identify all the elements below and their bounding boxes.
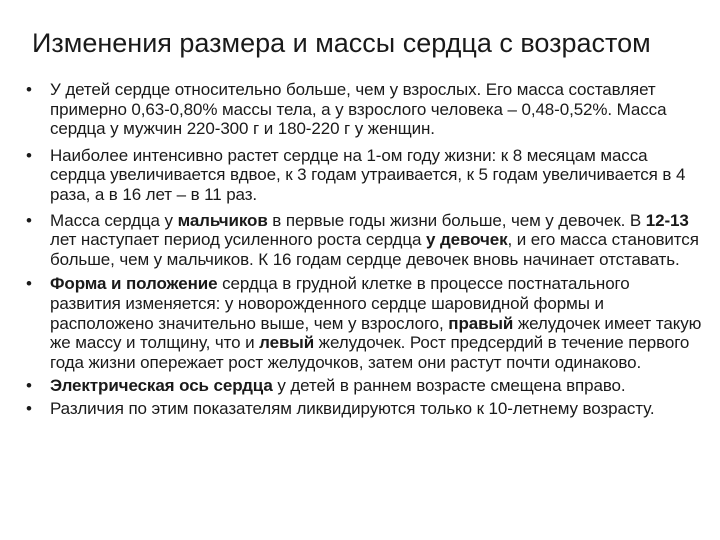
bullet-text: У детей сердце относительно больше, чем у взрослых. Его масса составляет примерно 0,63-0,80% массы тела, а у взрослого человека – 0,48-0,52%. Масса сердца у мужчин 220-300 г и 180-220 г у женщин.: [50, 80, 667, 139]
bullet-marker: •: [26, 398, 32, 418]
bullet-marker: •: [26, 210, 32, 230]
bullet-bold-text: правый: [448, 313, 514, 333]
bullet-bold-text: Электрическая ось сердца: [50, 376, 273, 396]
bullet-text: Масса сердца у: [50, 210, 178, 230]
bullet-text: сердца в грудной клетке в процессе постнатального развития изменяется: у новорожденного сердце шаровидной формы и расположено значительно выше, чем у взрослого,: [50, 274, 630, 333]
bullet-item: [20, 376, 704, 396]
bullet-marker: •: [26, 274, 32, 294]
bullet-bold-text: 12-13: [645, 210, 689, 230]
bullet-item: [20, 146, 704, 205]
bullet-item: [20, 211, 704, 270]
bullet-bold-text: у девочек: [425, 230, 508, 250]
bullet-marker: •: [26, 376, 32, 396]
bullet-text: в первые годы жизни больше, чем у девочек. В: [267, 210, 646, 230]
bullet-text: лет наступает период усиленного роста сердца: [50, 230, 426, 250]
bullet-text: Различия по этим показателям ликвидируются только к 10-летнему возрасту.: [50, 398, 655, 418]
bullet-text: желудочек имеет такую же массу и толщину, что и: [50, 313, 702, 353]
bullet-list: [20, 80, 704, 419]
bullet-text: Наиболее интенсивно растет сердце на 1-ом году жизни: к 8 месяцам масса сердца увеличивается вдвое, к 3 годам утраивается, к 5 годам увеличивается в 4 раза, а в 16 лет – в 11 раз.: [50, 145, 686, 204]
bullet-item: [20, 80, 704, 139]
bullet-text: у детей в раннем возрасте смещена вправо.: [272, 376, 626, 396]
bullet-bold-text: Форма и положение: [50, 274, 218, 294]
bullet-bold-text: левый: [259, 333, 315, 353]
bullet-item: [20, 274, 704, 372]
slide-title: Изменения размера и массы сердца с возрастом: [32, 28, 651, 58]
bullet-bold-text: мальчиков: [177, 210, 268, 230]
bullet-marker: •: [26, 145, 32, 165]
bullet-marker: •: [26, 80, 32, 99]
bullet-text: желудочек. Рост предсердий в течение первого года жизни опережает рост желудочков, затем они растут почти одинаково.: [50, 333, 690, 372]
bullet-text: , и его масса становится больше, чем у мальчиков. К 16 годам сердце девочек вновь начинает отставать.: [50, 230, 699, 269]
bullet-item: [20, 399, 704, 419]
